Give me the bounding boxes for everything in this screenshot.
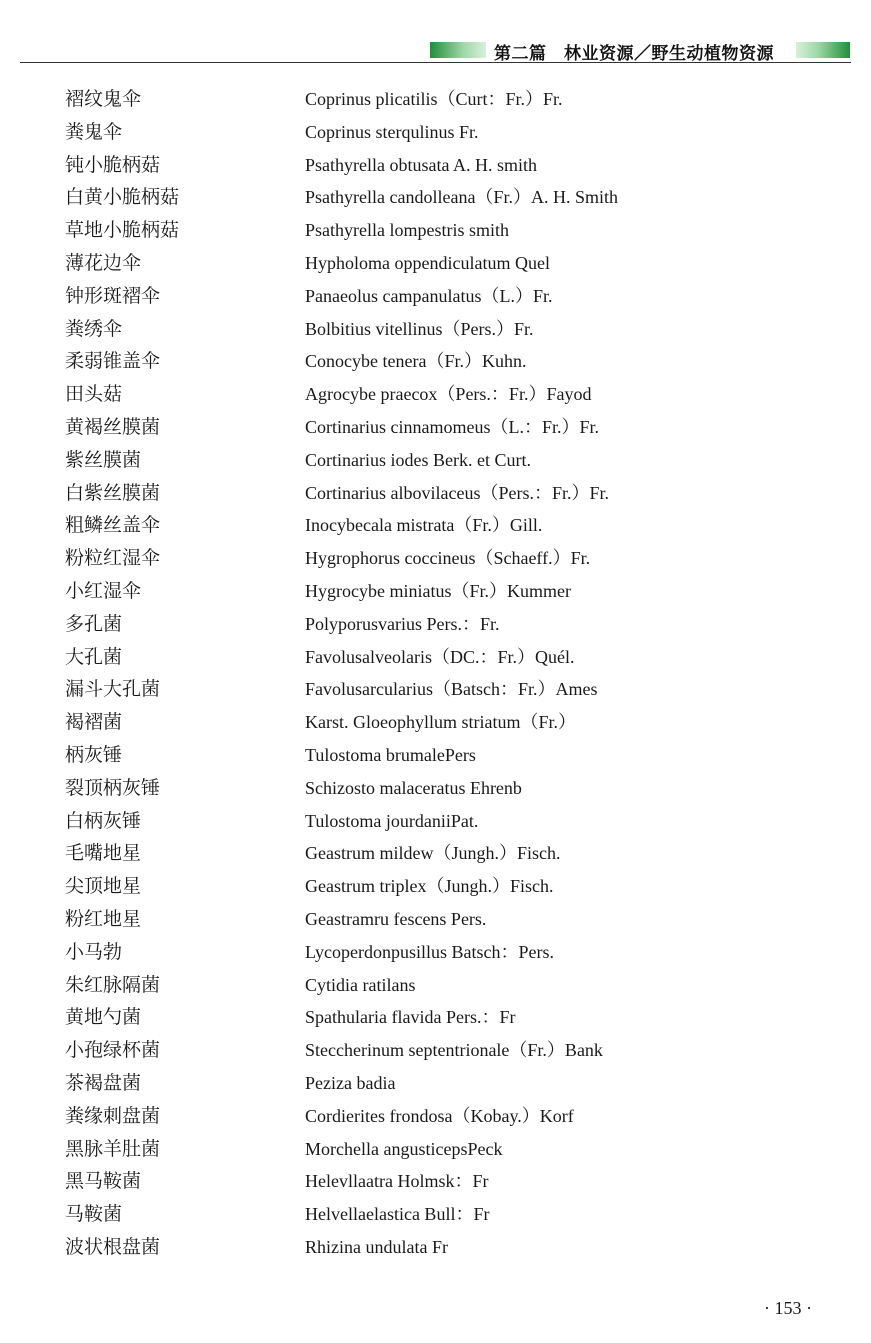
- latin-name: Cordierites frondosa（Kobay.）Korf: [305, 1105, 574, 1126]
- species-row: [0, 1233, 871, 1266]
- chinese-name: 茶褐盘菌: [65, 1071, 142, 1094]
- chinese-name: 钝小脆柄菇: [65, 153, 161, 176]
- latin-name: Helevllaatra Holmsk：Fr: [305, 1171, 489, 1192]
- page-number: · 153 ·: [764, 1298, 812, 1318]
- chinese-name: 黄地勺菌: [65, 1006, 142, 1029]
- latin-name: Hygrophorus coccineus（Schaeff.）Fr.: [305, 548, 591, 569]
- species-row: [0, 741, 871, 774]
- latin-name: Bolbitius vitellinus（Pers.）Fr.: [305, 318, 534, 339]
- species-row: [0, 675, 871, 708]
- chinese-name: 褐褶菌: [65, 711, 123, 734]
- latin-name: Steccherinum septentrionale（Fr.）Bank: [305, 1040, 603, 1061]
- chinese-name: 粪缘刺盘菌: [65, 1104, 161, 1127]
- latin-name: Hygrocybe miniatus（Fr.）Kummer: [305, 580, 571, 601]
- chinese-name: 田头菇: [65, 383, 123, 406]
- species-row: [0, 282, 871, 315]
- chinese-name: 黄褐丝膜菌: [65, 415, 161, 438]
- species-row: [0, 1102, 871, 1135]
- species-row: [0, 1167, 871, 1200]
- latin-name: Favolusalveolaris（DC.：Fr.）Quél.: [305, 646, 575, 667]
- latin-name: Cortinarius cinnamomeus（L.：Fr.）Fr.: [305, 416, 599, 437]
- chinese-name: 小红湿伞: [65, 579, 142, 602]
- chinese-name: 薄花边伞: [65, 251, 142, 274]
- chinese-name: 柄灰锤: [65, 743, 123, 766]
- latin-name: Hypholoma oppendiculatum Quel: [305, 252, 550, 273]
- header-decorative-bar-right: [796, 42, 850, 58]
- chinese-name: 粪鬼伞: [65, 120, 123, 143]
- species-row: [0, 85, 871, 118]
- latin-name: Coprinus plicatilis（Curt：Fr.）Fr.: [305, 89, 563, 109]
- species-row: [0, 839, 871, 872]
- chinese-name: 小孢绿杯菌: [65, 1039, 161, 1062]
- species-row: [0, 1036, 871, 1069]
- header-decorative-bar-left: [430, 42, 486, 58]
- species-row: [0, 807, 871, 840]
- chinese-name: 白紫丝膜菌: [65, 481, 161, 504]
- latin-name: Agrocybe praecox（Pers.：Fr.）Fayod: [305, 384, 592, 405]
- chinese-name: 白黄小脆柄菇: [65, 186, 180, 209]
- chinese-name: 钟形斑褶伞: [65, 284, 161, 307]
- latin-name: Favolusarcularius（Batsch：Fr.）Ames: [305, 679, 598, 700]
- chinese-name: 粉粒红湿伞: [65, 547, 161, 570]
- latin-name: Cortinarius albovilaceus（Pers.：Fr.）Fr.: [305, 482, 609, 503]
- latin-name: Schizosto malaceratus Ehrenb: [305, 777, 522, 798]
- chinese-name: 朱红脉隔菌: [65, 973, 161, 996]
- running-header: [20, 38, 851, 62]
- species-row: [0, 971, 871, 1004]
- species-row: [0, 183, 871, 216]
- species-row: [0, 315, 871, 348]
- latin-name: Psathyrella lompestris smith: [305, 220, 509, 241]
- chinese-name: 紫丝膜菌: [65, 448, 142, 471]
- latin-name: Peziza badia: [305, 1072, 396, 1093]
- species-row: [0, 774, 871, 807]
- species-row: [0, 872, 871, 905]
- chinese-name: 裂顶柄灰锤: [65, 776, 161, 799]
- latin-name: Karst. Gloeophyllum striatum（Fr.）: [305, 712, 576, 733]
- species-row: [0, 577, 871, 610]
- header-rule: [20, 62, 851, 63]
- chinese-name: 黑马鞍菌: [65, 1170, 142, 1193]
- species-row: [0, 610, 871, 643]
- latin-name: Rhizina undulata Fr: [305, 1236, 448, 1257]
- latin-name: Psathyrella candolleana（Fr.）A. H. Smith: [305, 187, 618, 208]
- species-row: [0, 1003, 871, 1036]
- chinese-name: 褶纹鬼伞: [65, 88, 142, 110]
- chinese-name: 白柄灰锤: [65, 809, 142, 832]
- latin-name: Panaeolus campanulatus（L.）Fr.: [305, 285, 553, 306]
- latin-name: Conocybe tenera（Fr.）Kuhn.: [305, 351, 527, 372]
- latin-name: Geastrum mildew（Jungh.）Fisch.: [305, 843, 561, 864]
- latin-name: Psathyrella obtusata A. H. smith: [305, 154, 537, 175]
- chinese-name: 毛嘴地星: [65, 842, 142, 865]
- species-row: [0, 479, 871, 512]
- species-row: [0, 544, 871, 577]
- species-row: [0, 413, 871, 446]
- latin-name: Tulostoma brumalePers: [305, 744, 476, 765]
- latin-name: Coprinus sterqulinus Fr.: [305, 121, 479, 142]
- latin-name: Inocybecala mistrata（Fr.）Gill.: [305, 515, 543, 536]
- latin-name: Tulostoma jourdaniiPat.: [305, 810, 479, 831]
- species-row: [0, 643, 871, 676]
- species-row: [0, 905, 871, 938]
- chinese-name: 小马勃: [65, 940, 123, 963]
- chinese-name: 大孔菌: [65, 645, 123, 668]
- latin-name: Helvellaelastica Bull：Fr: [305, 1204, 490, 1225]
- species-row: [0, 1135, 871, 1168]
- latin-name: Spathularia flavida Pers.：Fr: [305, 1007, 516, 1028]
- chinese-name: 粗鳞丝盖伞: [65, 514, 161, 537]
- species-row: [0, 446, 871, 479]
- chinese-name: 多孔菌: [65, 612, 123, 635]
- chinese-name: 漏斗大孔菌: [65, 678, 161, 701]
- species-row: [0, 347, 871, 380]
- species-row: [0, 216, 871, 249]
- chinese-name: 柔弱锥盖伞: [65, 350, 161, 373]
- species-row: [0, 380, 871, 413]
- latin-name: Morchella angusticepsPeck: [305, 1138, 503, 1159]
- species-list: [0, 85, 871, 1266]
- latin-name: Polyporusvarius Pers.：Fr.: [305, 613, 500, 634]
- latin-name: Geastrum triplex（Jungh.）Fisch.: [305, 876, 554, 897]
- chinese-name: 粉红地星: [65, 907, 142, 930]
- chinese-name: 草地小脆柄菇: [65, 219, 180, 242]
- species-row: [0, 1069, 871, 1102]
- species-row: [0, 249, 871, 282]
- species-row: [0, 151, 871, 184]
- chinese-name: 黑脉羊肚菌: [65, 1137, 161, 1160]
- latin-name: Lycoperdonpusillus Batsch：Pers.: [305, 941, 554, 962]
- header-title: 第二篇 林业资源／野生动植物资源: [494, 44, 774, 64]
- chinese-name: 粪绣伞: [65, 317, 123, 340]
- chinese-name: 马鞍菌: [65, 1203, 123, 1226]
- species-row: [0, 118, 871, 151]
- species-row: [0, 511, 871, 544]
- latin-name: Cytidia ratilans: [305, 974, 416, 995]
- species-row: [0, 938, 871, 971]
- chinese-name: 尖顶地星: [65, 875, 142, 898]
- species-row: [0, 708, 871, 741]
- chinese-name: 波状根盘菌: [65, 1235, 161, 1258]
- latin-name: Cortinarius iodes Berk. et Curt.: [305, 449, 531, 470]
- species-row: [0, 1200, 871, 1233]
- latin-name: Geastramru fescens Pers.: [305, 908, 487, 929]
